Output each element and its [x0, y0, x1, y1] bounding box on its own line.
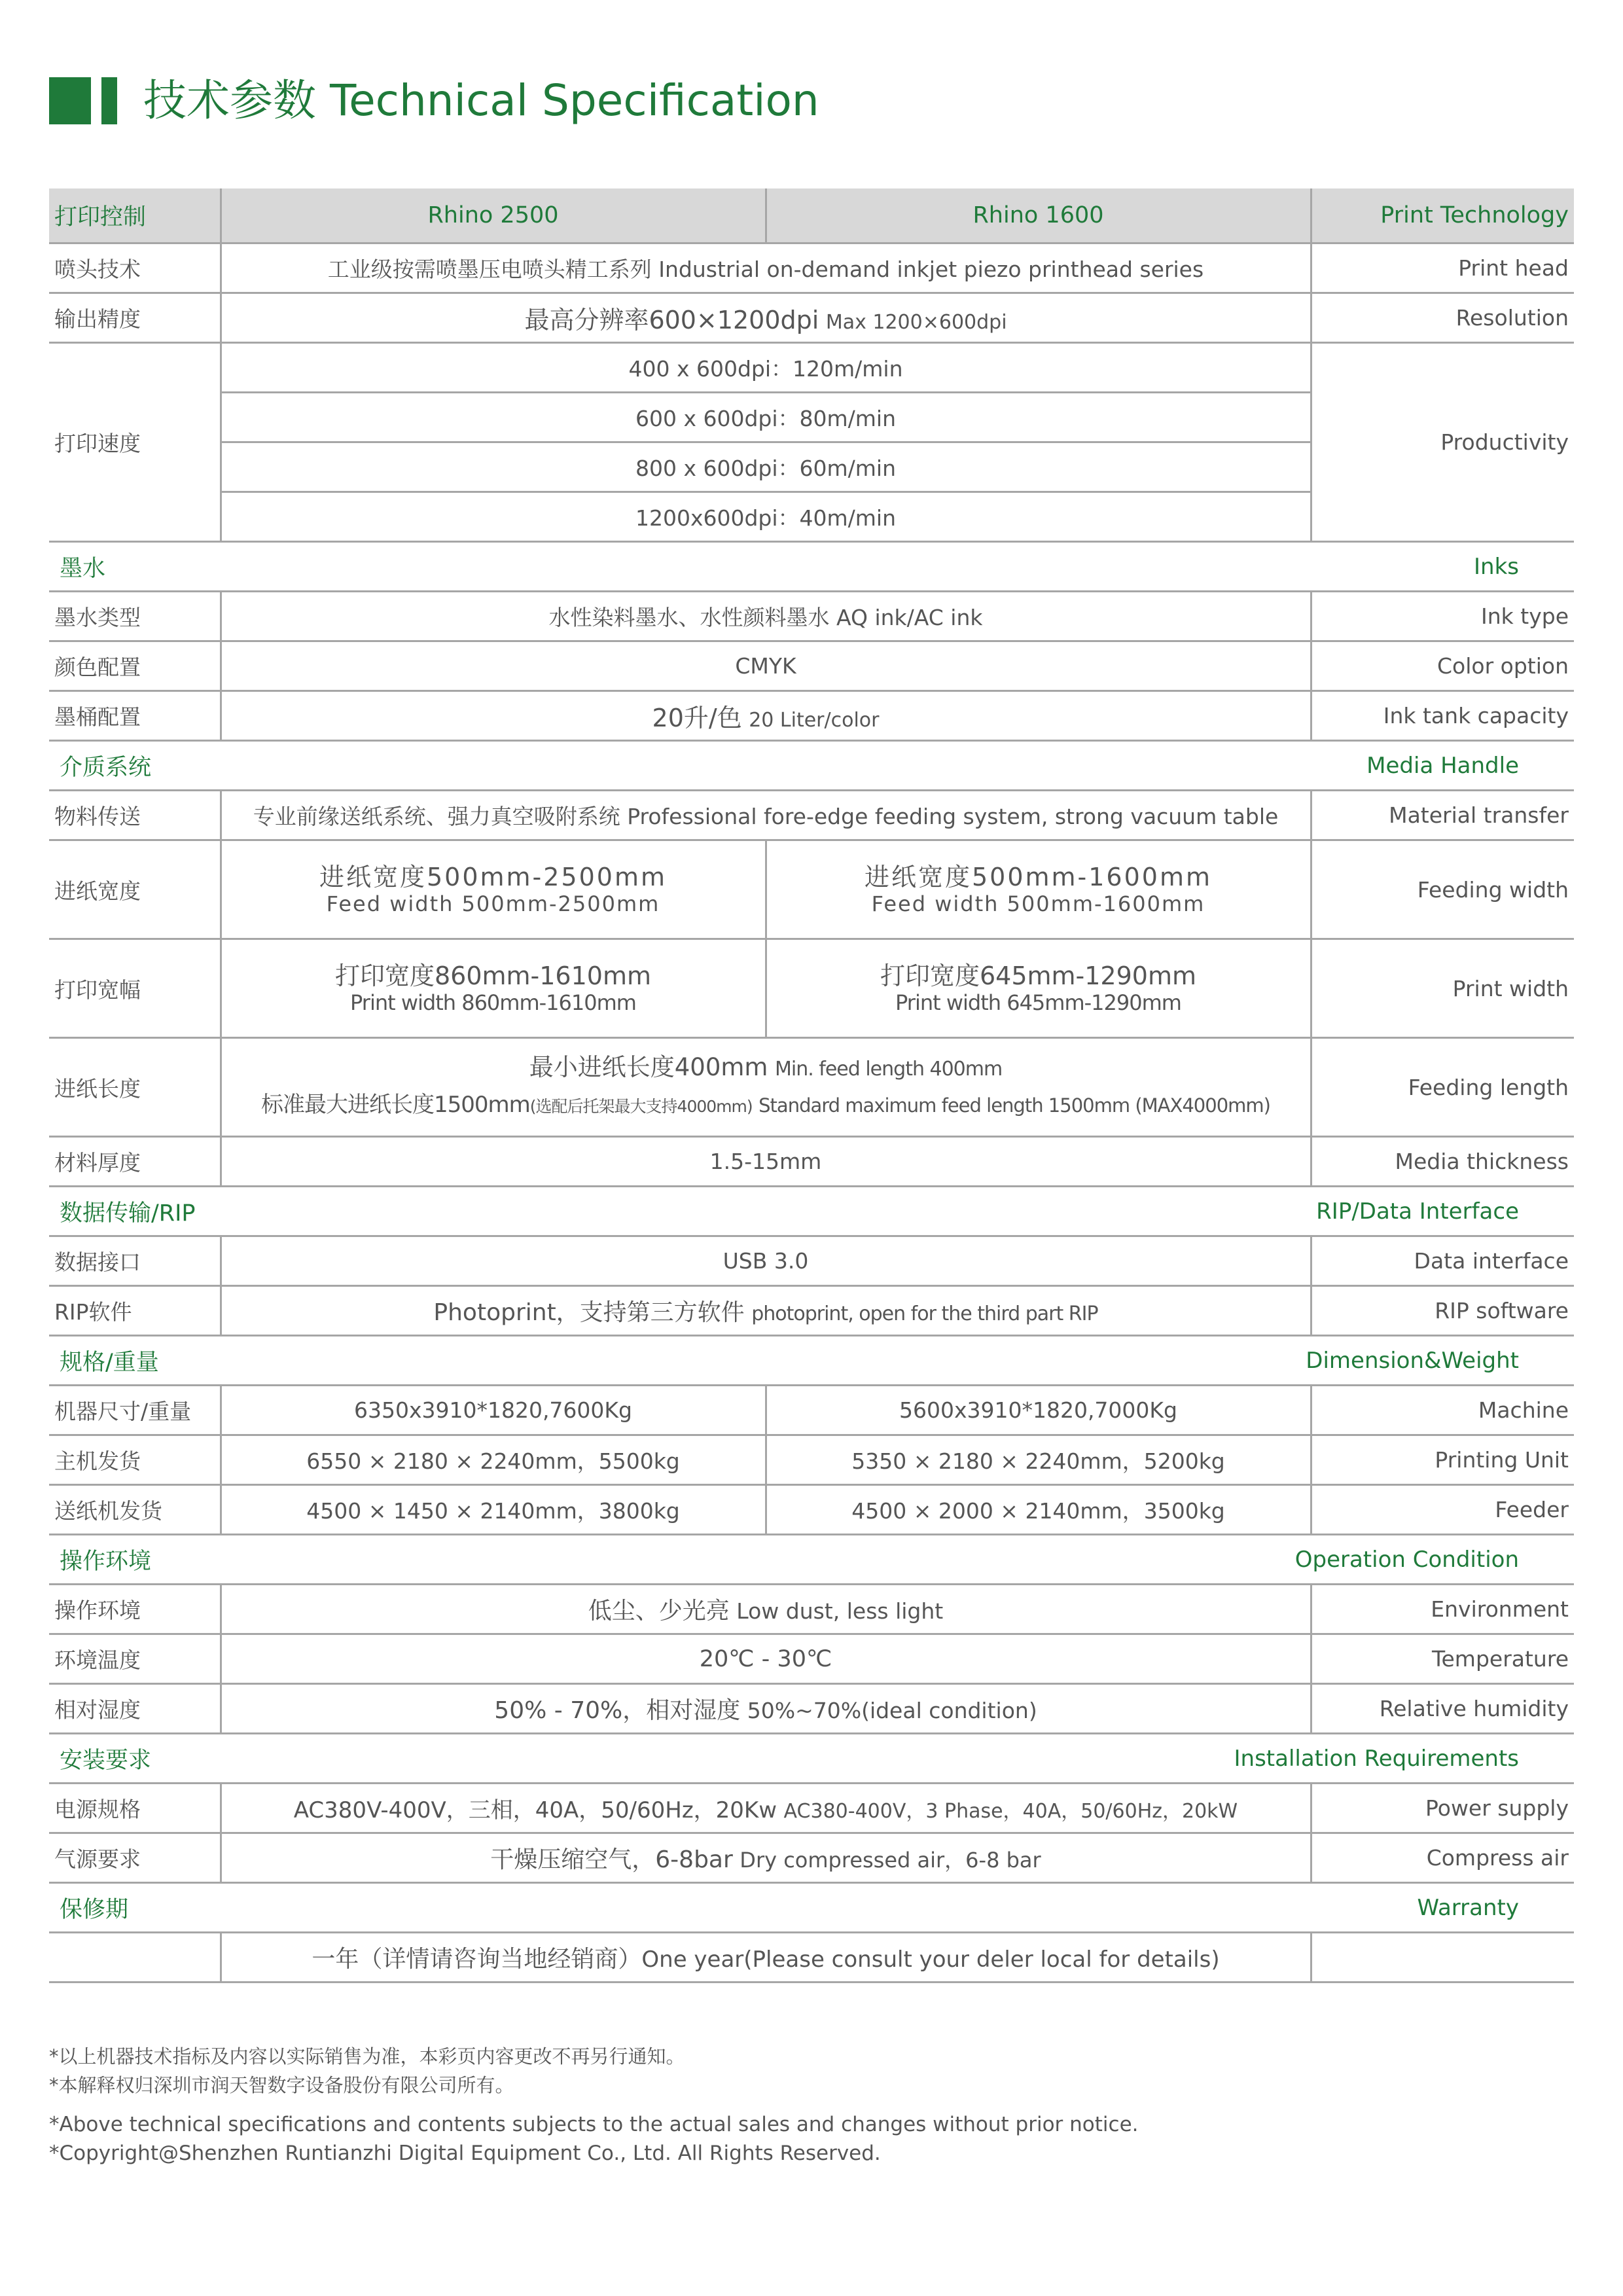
value-cn: 20升/色: [652, 704, 742, 732]
value-model-b: [766, 939, 1311, 1038]
row-label: 进纸宽度: [49, 840, 221, 939]
row-material-transfer: [49, 791, 1574, 840]
footnote-en-1: *Above technical specifications and contents subjects to the actual sales and changes without prior notice.: [49, 2113, 1139, 2136]
row-value: [221, 1286, 1311, 1336]
value-cn: 标准最大进纸长度1500mm: [261, 1092, 530, 1118]
value-cn: 打印宽度860mm-1610mm: [334, 961, 652, 990]
row-value: [221, 1933, 1311, 1982]
row-label: 送纸机发货: [49, 1485, 221, 1535]
row-data-interface: [49, 1236, 1574, 1286]
section-title-en: RIP/Data Interface: [766, 1187, 1574, 1236]
section-warranty: [49, 1883, 1574, 1933]
value-model-b: 4500 × 2000 × 2140mm，3500kg: [766, 1485, 1311, 1535]
row-label: 输出精度: [49, 293, 221, 343]
row-label-empty: [49, 1933, 221, 1982]
value-cn: AC380V-400V，三相，40A，50/60Hz，20Kw: [293, 1797, 777, 1823]
row-printing-unit: [49, 1435, 1574, 1485]
row-label: RIP软件: [49, 1286, 221, 1336]
row-power: [49, 1784, 1574, 1833]
row-value: [221, 1784, 1311, 1833]
row-value: [221, 293, 1311, 343]
row-label: 机器尺寸/重量: [49, 1386, 221, 1435]
row-feeder: [49, 1485, 1574, 1535]
value-cn: 打印宽度645mm-1290mm: [880, 961, 1197, 990]
row-label: 操作环境: [49, 1585, 221, 1634]
section-rip: [49, 1187, 1574, 1236]
value-model-a: 4500 × 1450 × 2140mm，3800kg: [221, 1485, 766, 1535]
value-model-a: 6550 × 2180 × 2240mm，5500kg: [221, 1435, 766, 1485]
row-en: Data interface: [1311, 1236, 1574, 1286]
value-en: Feed width 500mm-2500mm: [326, 891, 660, 916]
value-en: 50%~70%(ideal condition): [747, 1698, 1037, 1723]
footnote-cn-2: *本解释权归深圳市润天智数字设备股份有限公司所有。: [49, 2074, 514, 2096]
row-en: Print head: [1311, 243, 1574, 293]
footnote-en-2: *Copyright@Shenzhen Runtianzhi Digital Equipment Co., Ltd. All Rights Reserved.: [49, 2142, 881, 2165]
section-installation: [49, 1734, 1574, 1784]
value-cn: 最小进纸长度400mm: [529, 1053, 768, 1081]
row-en: Media thickness: [1311, 1137, 1574, 1187]
value-en: Print width 860mm-1610mm: [350, 990, 636, 1015]
row-value: 1.5-15mm: [221, 1137, 1311, 1187]
value-en: Min. feed length 400mm: [774, 1058, 1003, 1081]
row-printhead: [49, 243, 1574, 293]
value-cn: Photoprint，支持第三方软件: [433, 1299, 745, 1326]
section-title-en: Installation Requirements: [766, 1734, 1574, 1784]
value-cn: 一年（详情请咨询当地经销商）: [312, 1946, 642, 1973]
row-label: 颜色配置: [49, 641, 221, 691]
footnotes: [49, 2042, 1554, 2168]
value-cn: 进纸宽度500mm-1600mm: [864, 863, 1213, 891]
section-title-en: Dimension&Weight: [766, 1336, 1574, 1386]
row-label: 打印宽幅: [49, 939, 221, 1038]
row-label: 气源要求: [49, 1833, 221, 1883]
value-en: One year(Please consult your deler local for details): [641, 1946, 1220, 1973]
row-temperature: [49, 1634, 1574, 1684]
row-ink-type: [49, 592, 1574, 641]
header-label: 打印控制: [49, 188, 221, 243]
section-operation: [49, 1535, 1574, 1585]
row-warranty: [49, 1933, 1574, 1982]
section-title-cn: 数据传输/RIP: [49, 1187, 766, 1236]
row-value: [221, 1585, 1311, 1634]
row-en: RIP software: [1311, 1286, 1574, 1336]
row-thickness: [49, 1137, 1574, 1187]
row-en: Resolution: [1311, 293, 1574, 343]
row-en: Ink tank capacity: [1311, 691, 1574, 741]
row-ink-tank: [49, 691, 1574, 741]
row-en: Ink type: [1311, 592, 1574, 641]
section-inks: [49, 542, 1574, 592]
row-en: Material transfer: [1311, 791, 1574, 840]
row-label: 打印速度: [49, 343, 221, 542]
value-en: Feed width 500mm-1600mm: [871, 891, 1205, 916]
value-model-b: 5350 × 2180 × 2240mm，5200kg: [766, 1435, 1311, 1485]
value-cn: 最高分辨率600×1200dpi: [524, 306, 819, 334]
row-label: 墨桶配置: [49, 691, 221, 741]
spec-table: [49, 188, 1574, 1983]
value-model-b: 5600x3910*1820,7000Kg: [766, 1386, 1311, 1435]
page-title: 技术参数 Technical Specification: [143, 75, 819, 126]
row-en: Feeding length: [1311, 1038, 1574, 1137]
row-value: 工业级按需喷墨压电喷头精工系列 Industrial on-demand inkjet piezo printhead series: [221, 243, 1311, 293]
section-title-en: Operation Condition: [766, 1535, 1574, 1585]
green-bar-icon: [101, 77, 117, 124]
row-color-option: [49, 641, 1574, 691]
row-en: Feeder: [1311, 1485, 1574, 1535]
section-media: [49, 741, 1574, 791]
row-value: 20℃ - 30℃: [221, 1634, 1311, 1684]
row-resolution: [49, 293, 1574, 343]
green-block-icon: [49, 77, 91, 124]
value-en: Dry compressed air，6-8 bar: [740, 1848, 1041, 1873]
value-en: photoprint, open for the third part RIP: [751, 1302, 1098, 1325]
footnote-cn-1: *以上机器技术指标及内容以实际销售为准，本彩页内容更改不再另行通知。: [49, 2045, 685, 2068]
row-speed: [49, 343, 1574, 393]
row-en: Printing Unit: [1311, 1435, 1574, 1485]
header-en: Print Technology: [1311, 188, 1574, 243]
row-label: 喷头技术: [49, 243, 221, 293]
section-title-cn: 保修期: [49, 1883, 766, 1933]
row-en: Power supply: [1311, 1784, 1574, 1833]
row-air: [49, 1833, 1574, 1883]
section-title-cn: 安装要求: [49, 1734, 766, 1784]
value-cn: 低尘、少光亮: [588, 1598, 730, 1624]
feed-length-line-1: [223, 1050, 1309, 1087]
table-header-row: [49, 188, 1574, 243]
row-value: [221, 1684, 1311, 1734]
section-title-en: Media Handle: [766, 741, 1574, 791]
row-feeding-width: [49, 840, 1574, 939]
row-en: Environment: [1311, 1585, 1574, 1634]
value-en: 20 Liter/color: [749, 709, 880, 732]
row-label: 电源规格: [49, 1784, 221, 1833]
row-en: Print width: [1311, 939, 1574, 1038]
section-title-en: Warranty: [766, 1883, 1574, 1933]
value-cn: 进纸宽度500mm-2500mm: [319, 863, 668, 891]
row-feeding-length: [49, 1038, 1574, 1137]
row-value: 专业前缘送纸系统、强力真空吸附系统 Professional fore-edge feeding system, strong vacuum table: [221, 791, 1311, 840]
row-label: 主机发货: [49, 1435, 221, 1485]
section-title-cn: 规格/重量: [49, 1336, 766, 1386]
row-label: 物料传送: [49, 791, 221, 840]
row-en: Relative humidity: [1311, 1684, 1574, 1734]
model-rhino-1600: Rhino 1600: [766, 188, 1311, 243]
row-value: [221, 691, 1311, 741]
row-en: Feeding width: [1311, 840, 1574, 939]
row-value: USB 3.0: [221, 1236, 1311, 1286]
row-value: [221, 1038, 1311, 1137]
speed-value: 400 x 600dpi：120m/min: [221, 343, 1311, 393]
row-label: 环境温度: [49, 1634, 221, 1684]
value-cn: 干燥压缩空气，6-8bar: [490, 1846, 733, 1873]
value-model-b: [766, 840, 1311, 939]
row-label: 数据接口: [49, 1236, 221, 1286]
row-label: 相对湿度: [49, 1684, 221, 1734]
row-label: 墨水类型: [49, 592, 221, 641]
row-en: Temperature: [1311, 1634, 1574, 1684]
model-rhino-2500: Rhino 2500: [221, 188, 766, 243]
value-en: Print width 645mm-1290mm: [895, 990, 1181, 1015]
row-print-width: [49, 939, 1574, 1038]
speed-value: 1200x600dpi：40m/min: [221, 492, 1311, 542]
row-value: CMYK: [221, 641, 1311, 691]
row-rip-software: [49, 1286, 1574, 1336]
value-en: Low dust, less light: [736, 1598, 944, 1624]
row-en: Color option: [1311, 641, 1574, 691]
row-environment: [49, 1585, 1574, 1634]
section-title-en: Inks: [766, 542, 1574, 592]
row-value: [221, 1833, 1311, 1883]
value-note: (选配后托架最大支持4000mm): [529, 1097, 753, 1116]
row-en: Machine: [1311, 1386, 1574, 1435]
section-title-cn: 墨水: [49, 542, 766, 592]
feed-length-line-2: [223, 1087, 1309, 1124]
row-label: 材料厚度: [49, 1137, 221, 1187]
value-model-a: [221, 840, 766, 939]
value-cn: 50% - 70%，相对湿度: [494, 1697, 741, 1724]
value-en: AC380-400V，3 Phase，40A，50/60Hz，20kW: [783, 1800, 1238, 1823]
row-humidity: [49, 1684, 1574, 1734]
row-label: 进纸长度: [49, 1038, 221, 1137]
value-en: Standard maximum feed length 1500mm (MAX4000mm): [758, 1094, 1270, 1117]
section-title-cn: 介质系统: [49, 741, 766, 791]
row-en-empty: [1311, 1933, 1574, 1982]
section-dimension: [49, 1336, 1574, 1386]
value-en: Max 1200×600dpi: [825, 311, 1007, 334]
speed-value: 600 x 600dpi：80m/min: [221, 393, 1311, 442]
speed-value: 800 x 600dpi：60m/min: [221, 442, 1311, 492]
section-title-cn: 操作环境: [49, 1535, 766, 1585]
value-model-a: [221, 939, 766, 1038]
row-value: 水性染料墨水、水性颜料墨水 AQ ink/AC ink: [221, 592, 1311, 641]
row-en: Compress air: [1311, 1833, 1574, 1883]
value-model-a: 6350x3910*1820,7600Kg: [221, 1386, 766, 1435]
row-en: Productivity: [1311, 343, 1574, 542]
row-machine: [49, 1386, 1574, 1435]
